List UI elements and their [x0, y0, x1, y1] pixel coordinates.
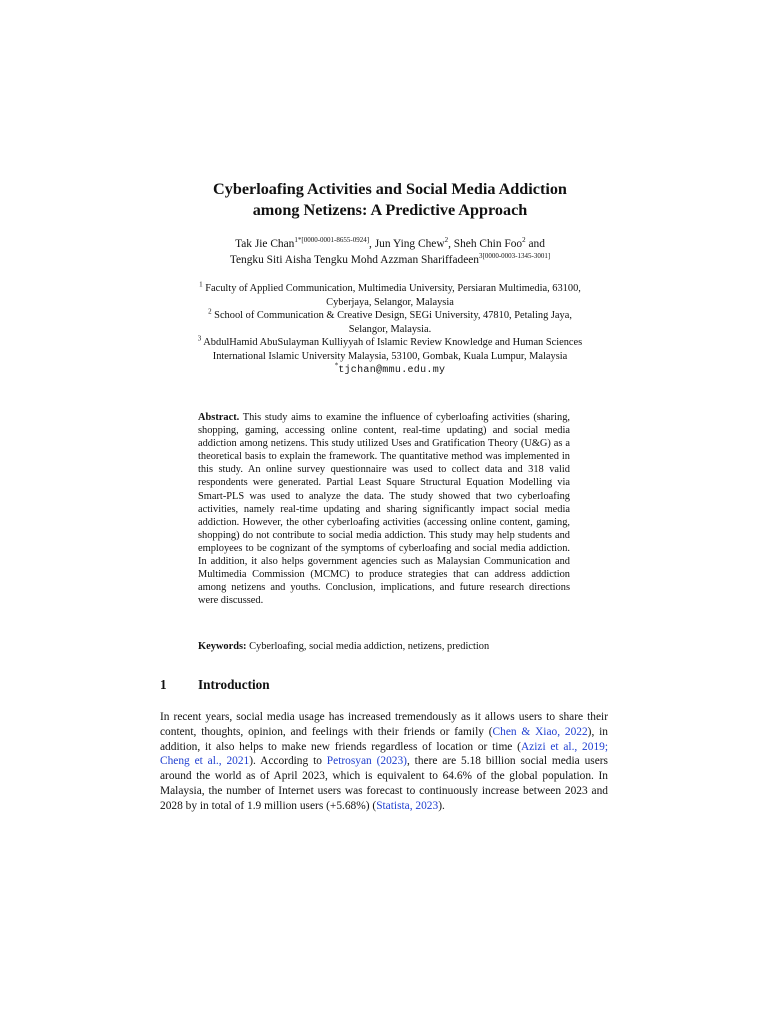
title-line-1: Cyberloafing Activities and Social Media Addiction — [213, 180, 567, 198]
author-line-1 — [140, 236, 640, 252]
author-list — [140, 236, 640, 268]
citation-link[interactable]: Statista, 2023 — [376, 799, 439, 812]
affiliations — [150, 282, 630, 378]
introduction-paragraph: In recent years, social media usage has increased tremendously as it allows users to share their content, thoughts, opinion, and feelings with their friends or family (Chen & Xiao, 2022), in addition, it also helps to make new friends regardless of location or time (Azizi et al., 2019; Cheng et al., 2021). According to Petrosyan (2023), there are 5.18 billion social media users around the world as of April 2023, which is equivalent to 64.6% of the global population. In Malaysia, the number of Internet users was forecast to continuously increase between 2023 and 2028 by in total of 1.9 million users (+5.68%) (Statista, 2023). — [160, 711, 608, 812]
abstract-text: This study aims to examine the influence of cyberloafing activities (sharing, shopping, gaming, accessing online content, real-time updating) and social media addiction among netizens. This study utilized Uses and Gratification Theory (U&G) as a theoretical basis to explain the framework. The quantitative method was implemented in this study. An online survey questionnaire was used to collect data and 318 valid respondents were generated. Partial Least Square Structural Equation Modelling via Smart-PLS was used to analyze the data. The study showed that two cyberloafing activities, namely real-time updating and sharing significantly impact social media addiction. However, the other cyberloafing activities (accessing online content, gaming, shopping) do not contribute to social media addiction. This study may help students and employees to be cognizant of the symptoms of cyberloafing and social media addiction. In addition, it also helps government agencies such as Malaysian Communication and Multimedia Commission (MCMC) to produce strategies that can address addiction among netizens and youths. Conclusion, implications, and future research directions were discussed. — [198, 412, 570, 607]
affiliation-2: $^2$ School of Communication & Creative Design, SEGi University, 47810, Petaling Jaya, Selangor, Malaysia. — [208, 307, 572, 335]
author-affil-sup: 2 — [444, 236, 449, 245]
author-name: , Jun Ying Chew — [369, 238, 445, 250]
author-name: , Sheh Chin Foo — [448, 238, 523, 250]
affiliation-3: $^3$ AbdulHamid AbuSulayman Kulliyyah of Islamic Review Knowledge and Human Sciences International Islamic University Malaysia, 53100, Gombak, Kuala Lumpur, Malaysia — [197, 334, 583, 362]
author-conjunction: and — [525, 238, 545, 250]
section-number: 1 — [160, 677, 167, 692]
email-address[interactable]: tjchan@mmu.edu.my — [338, 365, 446, 376]
author-line-2 — [140, 252, 640, 268]
abstract — [198, 411, 570, 607]
citation-link[interactable]: Petrosyan (2023) — [326, 755, 407, 768]
keywords-label: Keywords: — [198, 641, 247, 652]
keywords — [198, 640, 570, 653]
paper-title — [150, 179, 630, 221]
corresponding-email[interactable]: *tjchan@mmu.edu.my — [334, 361, 446, 376]
title-line-2: among Netizens: A Predictive Approach — [252, 201, 528, 219]
author-name: Tak Jie Chan — [235, 238, 295, 250]
abstract-label: Abstract. — [198, 412, 240, 423]
affiliation-1: $^1$ Faculty of Applied Communication, Multimedia University, Persiaran Multimedia, 63100, Cyberjaya, Selangor, Malaysia — [199, 280, 581, 308]
citation-link[interactable]: Chen & Xiao, 2022 — [492, 725, 588, 738]
section-title: Introduction — [198, 677, 270, 692]
author-affil-sup: 2 — [522, 236, 526, 245]
keywords-text: Cyberloafing, social media addiction, netizens, prediction — [246, 641, 490, 652]
author-affil-sup: 1*[0000-0001-8655-0924] — [294, 236, 370, 245]
citation-link[interactable]: Azizi et al., 2019; Cheng et al., 2021 — [160, 740, 608, 768]
author-name: Tengku Siti Aisha Tengku Mohd Azzman Shariffadeen — [229, 254, 479, 266]
section-heading-introduction — [160, 677, 270, 693]
author-affil-sup: 3[0000-0003-1345-3001] — [479, 252, 551, 261]
